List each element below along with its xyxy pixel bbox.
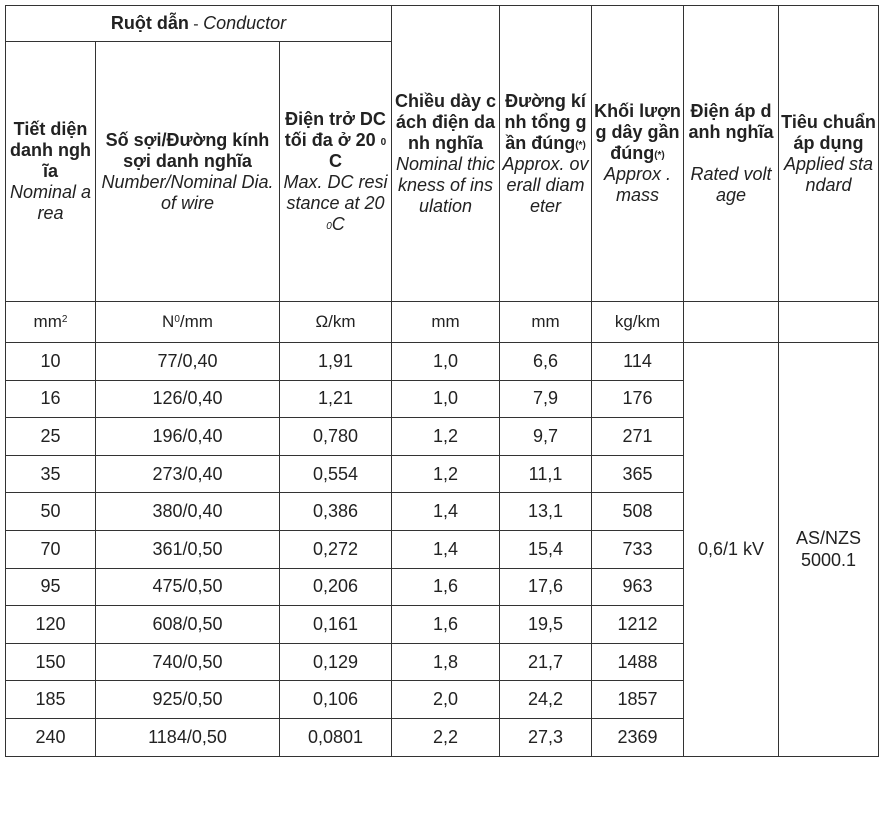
cell-wires: 77/0,40 <box>96 343 280 381</box>
cell-resistance: 0,129 <box>280 643 392 681</box>
cell-mass: 1857 <box>592 681 684 719</box>
col-header-vi: Điện trở DC tối đa ở 20 $^0$C <box>284 108 387 171</box>
cell-resistance: 0,106 <box>280 681 392 719</box>
cell-area: 35 <box>6 455 96 493</box>
col-header-vi: Chiều dày cách điện danh nghĩa <box>394 90 497 153</box>
unit-cell: kg/km <box>592 302 684 343</box>
group-header-en: Conductor <box>203 13 287 33</box>
cell-insulation: 1,6 <box>392 606 500 644</box>
conductor-group-header <box>6 6 392 42</box>
cell-diameter: 6,6 <box>500 343 592 381</box>
cell-diameter: 9,7 <box>500 418 592 456</box>
cell-resistance: 0,780 <box>280 418 392 456</box>
col-header-vi: Tiết diện danh nghĩa <box>10 119 91 181</box>
col-header-en: Approx . mass <box>603 164 672 205</box>
standard-cell <box>779 343 879 757</box>
cell-wires: 475/0,50 <box>96 568 280 606</box>
header-row-top <box>6 6 879 42</box>
col-header-mass <box>592 6 684 302</box>
col-header-diameter <box>500 6 592 302</box>
col-header-en: Approx. overall diameter <box>502 153 589 216</box>
cell-area: 70 <box>6 530 96 568</box>
col-header-en: Applied standard <box>783 153 874 195</box>
table-row <box>6 343 879 381</box>
cell-resistance: 0,386 <box>280 493 392 531</box>
cell-wires: 608/0,50 <box>96 606 280 644</box>
cell-area: 95 <box>6 568 96 606</box>
col-header-resistance <box>280 42 392 302</box>
col-header-insulation <box>392 6 500 302</box>
col-header-en: Number/Nominal Dia.of wire <box>101 171 274 213</box>
cell-area: 50 <box>6 493 96 531</box>
unit-row <box>6 302 879 343</box>
group-header-vi: Ruột dẫn <box>110 13 189 33</box>
cell-mass: 1488 <box>592 643 684 681</box>
cell-insulation: 2,0 <box>392 681 500 719</box>
cell-mass: 733 <box>592 530 684 568</box>
unit-cell <box>684 302 779 343</box>
cell-resistance: 0,554 <box>280 455 392 493</box>
cell-area: 10 <box>6 343 96 381</box>
col-header-vi: Điện áp danh nghĩa <box>688 101 774 142</box>
cell-area: 240 <box>6 718 96 756</box>
col-header-wires <box>96 42 280 302</box>
cell-insulation: 1,4 <box>392 530 500 568</box>
cell-insulation: 2,2 <box>392 718 500 756</box>
cell-wires: 196/0,40 <box>96 418 280 456</box>
group-header-sep: - <box>188 16 204 33</box>
unit-cell: mm <box>500 302 592 343</box>
col-header-rated-voltage <box>684 6 779 302</box>
cell-wires: 273/0,40 <box>96 455 280 493</box>
cell-wires: 925/0,50 <box>96 681 280 719</box>
col-header-standard <box>779 6 879 302</box>
col-header-en: Nominal thickness of insulation <box>395 153 496 216</box>
cell-mass: 365 <box>592 455 684 493</box>
cell-area: 25 <box>6 418 96 456</box>
rated-voltage-cell: 0,6/1 kV <box>684 343 779 757</box>
cell-resistance: 0,161 <box>280 606 392 644</box>
cell-resistance: 1,91 <box>280 343 392 381</box>
cell-insulation: 1,8 <box>392 643 500 681</box>
cell-wires: 740/0,50 <box>96 643 280 681</box>
cell-insulation: 1,4 <box>392 493 500 531</box>
cell-diameter: 13,1 <box>500 493 592 531</box>
cell-mass: 1212 <box>592 606 684 644</box>
cable-spec-table <box>5 5 879 757</box>
cell-insulation: 1,2 <box>392 418 500 456</box>
col-header-en: Rated voltage <box>690 164 772 205</box>
cable-spec-table-wrapper <box>5 5 879 757</box>
cell-wires: 126/0,40 <box>96 380 280 418</box>
cell-resistance: 0,206 <box>280 568 392 606</box>
cell-area: 150 <box>6 643 96 681</box>
cell-resistance: 0,272 <box>280 530 392 568</box>
unit-cell: Ω/km <box>280 302 392 343</box>
cell-diameter: 24,2 <box>500 681 592 719</box>
unit-cell: $N^0/mm$ <box>96 302 280 343</box>
col-header-vi: Đường kính tổng gần đúng(*) <box>504 90 587 153</box>
cell-mass: 114 <box>592 343 684 381</box>
cell-diameter: 15,4 <box>500 530 592 568</box>
cell-diameter: 11,1 <box>500 455 592 493</box>
cell-area: 120 <box>6 606 96 644</box>
cell-area: 185 <box>6 681 96 719</box>
cell-insulation: 1,0 <box>392 380 500 418</box>
cell-diameter: 21,7 <box>500 643 592 681</box>
cell-mass: 2369 <box>592 718 684 756</box>
cell-insulation: 1,2 <box>392 455 500 493</box>
cell-mass: 176 <box>592 380 684 418</box>
cell-wires: 361/0,50 <box>96 530 280 568</box>
standard-line-1: AS/NZS <box>795 528 861 549</box>
cell-diameter: 7,9 <box>500 380 592 418</box>
cell-wires: 1184/0,50 <box>96 718 280 756</box>
col-header-nominal-area <box>6 42 96 302</box>
unit-cell: $mm^2$ <box>6 302 96 343</box>
col-header-en: Max. DC resistance at 20 $^0$C <box>283 171 388 234</box>
cell-mass: 963 <box>592 568 684 606</box>
cell-mass: 508 <box>592 493 684 531</box>
col-header-vi: Số sợi/Đường kính sợi danh nghĩa <box>105 129 270 171</box>
cell-diameter: 27,3 <box>500 718 592 756</box>
col-header-vi: Khối lượng dây gần đúng(*) <box>594 101 681 163</box>
cell-insulation: 1,0 <box>392 343 500 381</box>
unit-cell: mm <box>392 302 500 343</box>
cell-diameter: 17,6 <box>500 568 592 606</box>
cell-area: 16 <box>6 380 96 418</box>
cell-resistance: 1,21 <box>280 380 392 418</box>
col-header-vi: Tiêu chuẩn áp dụng <box>781 111 876 153</box>
col-header-en: Nominal area <box>9 182 92 223</box>
standard-line-2: 5000.1 <box>800 550 857 571</box>
cell-diameter: 19,5 <box>500 606 592 644</box>
cell-wires: 380/0,40 <box>96 493 280 531</box>
unit-cell <box>779 302 879 343</box>
cell-mass: 271 <box>592 418 684 456</box>
cell-insulation: 1,6 <box>392 568 500 606</box>
cell-resistance: 0,0801 <box>280 718 392 756</box>
